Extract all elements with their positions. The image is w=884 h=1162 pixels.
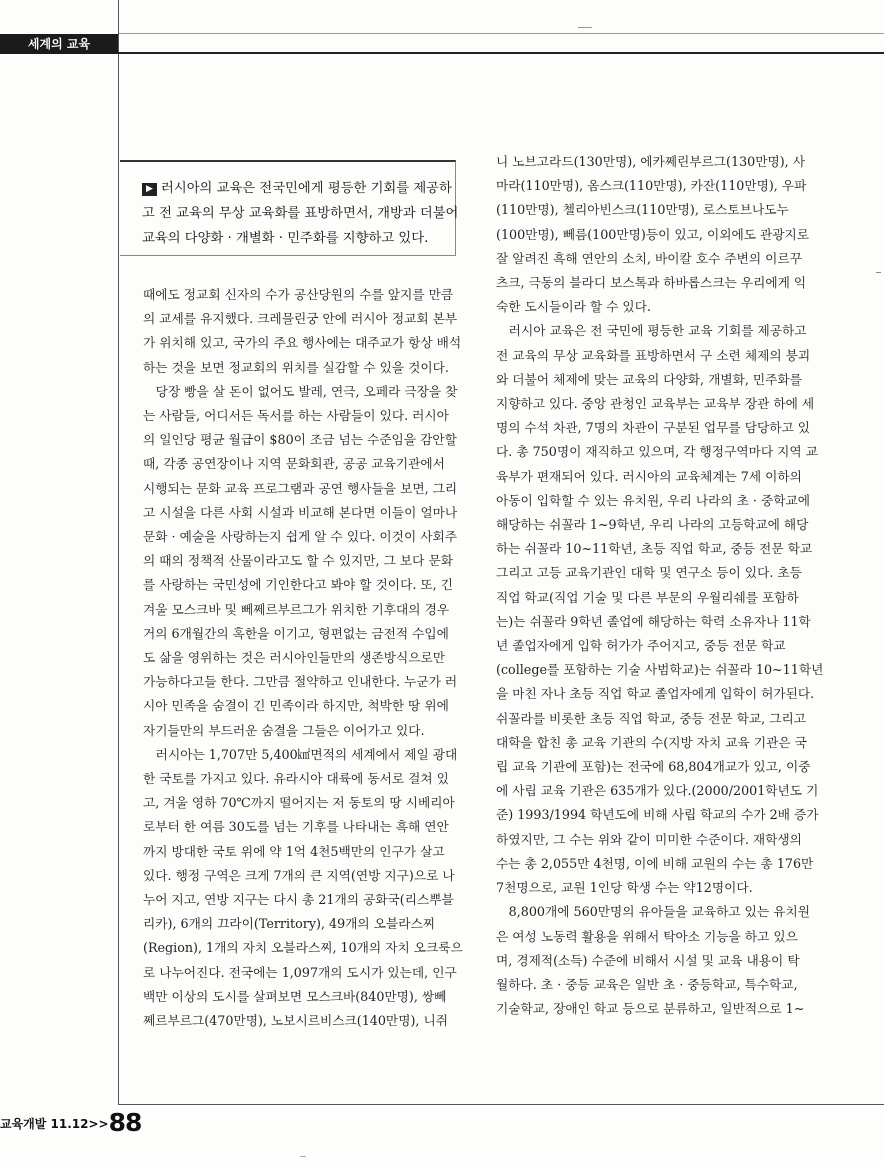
text-line: 러시아는 1,707만 5,400㎢면적의 세계에서 제일 광대 [143,746,458,762]
text-line: 도 삶을 영위하는 것은 러시아인들만의 생존방식으로만 [143,650,446,666]
text-line: 와 더불어 체제에 맞는 교육의 다양화, 개별화, 민주화를 [496,371,802,387]
text-line: 고 시설을 다른 사회 시설과 비교해 본다면 이들이 얼마나 [143,504,458,520]
text-line: 을 마친 자나 초등 직업 학교 졸업자에게 입학이 허가된다. [496,686,815,702]
text-line: 지향하고 있다. 중앙 관청인 교육부는 교육부 장관 하에 세 [496,396,815,412]
text-line: 겨울 모스크바 및 뻬쩨르부르그가 위치한 기후대의 경우 [143,601,450,617]
text-line: 러시아 교육은 전 국민에 평등한 교육 기회를 제공하고 [496,323,807,339]
text-line: 잘 알려진 흑해 연안의 소치, 바이칼 호수 주변의 이르꾸 [496,250,802,266]
text-line: 은 여성 노동력 활용을 위해서 탁아소 기능을 하고 있으 [496,928,798,944]
text-line: 다. 총 750명이 재직하고 있으며, 각 행정구역마다 지역 교 [496,444,818,460]
pull-quote-text [142,176,459,251]
text-line: 아동이 입학할 수 있는 유치원, 우리 나라의 초 · 중학교에 [496,492,810,508]
text-line: 전 교육의 무상 교육화를 표방하면서 구 소련 체제의 붕괴 [496,347,811,363]
text-line: 에 사립 교육 기관은 635개가 있다.(2000/2001학년도 기 [496,783,819,799]
text-line: 의 교세를 유지했다. 크레믈린궁 안에 러시아 정교회 본부 [143,311,458,327]
text-line: 년 졸업자에게 입학 허가가 주어지고, 중등 전문 학교 [496,638,786,654]
text-line: 당장 빵을 살 돈이 없어도 발레, 연극, 오페라 극장을 찾 [143,383,458,399]
bottom-mark [300,1156,306,1157]
text-line: 로부터 한 여름 30도를 넘는 기후를 나타내는 흑해 연안 [143,819,449,835]
margin-vertical-rule [118,0,119,1104]
text-line: 며, 경제적(소득) 수준에 비해서 시설 및 교육 내용이 탁 [496,952,800,968]
right-text-column [496,150,824,1021]
text-line: 기술학교, 장애인 학교 등으로 분류하고, 일반적으로 1~ [496,1001,805,1017]
pull-quote-box [120,160,459,256]
text-line: 를 사랑하는 국민성에 기인한다고 봐야 할 것이다. 또, 긴 [143,577,453,593]
text-line: 한 국토를 가지고 있다. 유라시아 대륙에 동서로 걸쳐 있 [143,771,449,787]
text-line: 육부가 편재되어 있다. 러시아의 교육체계는 7세 이하의 [496,468,802,484]
text-line: 의 일인당 평균 월급이 $80이 조금 넘는 수준임을 감안할 [143,432,457,448]
text-line: 쉬꼴라를 비롯한 초등 직업 학교, 중등 전문 학교, 그리고 [496,710,806,726]
text-line: 때, 각종 공연장이나 지역 문화회관, 공공 교육기관에서 [143,456,445,472]
text-line: 립 교육 기관에 포함)는 전국에 68,804개교가 있고, 이중 [496,759,811,775]
text-line: 자기들만의 부드러운 숨결을 그들은 이어가고 있다. [143,722,425,738]
text-line: 쩨르부르그(470만명), 노보시르비스크(140만명), 니쥐 [143,1013,448,1029]
header-thin-rule [118,33,884,34]
text-line: 7천명으로, 교원 1인당 학생 수는 약12명이다. [496,880,753,896]
text-line: 때에도 정교회 신자의 수가 공산당원의 수를 앞지를 만큼 [143,287,454,302]
folio [0,1108,141,1137]
text-line: 는)는 쉬꼴라 9학년 졸업에 해당하는 학력 소유자나 11학 [496,613,811,629]
text-line: 거의 6개월간의 혹한을 이기고, 형편없는 금전적 수입에 [143,625,449,641]
text-line: 문화 · 예술을 사랑하는지 쉽게 알 수 있다. 이것이 사회주 [143,529,457,545]
text-line: 의 때의 정책적 산물이라고도 할 수 있지만, 그 보다 문화 [143,553,453,569]
text-line: 8,800개에 560만명의 유아들을 교육하고 있는 유치원 [496,904,810,920]
magazine-issue: 교육개발 11.12>> [0,1117,109,1131]
text-line: 월하다. 초 · 중등 교육은 일반 초 · 중등학교, 특수학교, [496,976,798,992]
footer-rule [118,1104,884,1105]
text-line: 마라(110만명), 옴스크(110만명), 카잔(110만명), 우파 [496,178,807,194]
header-rule [118,52,884,54]
left-text-column [143,283,461,1033]
text-line: 고, 겨울 영하 70℃까지 떨어지는 저 동토의 땅 시베리아 [143,795,455,811]
text-line: 해당하는 쉬꼴라 1~9학년, 우리 나라의 고등학교에 해당 [496,517,809,533]
text-line: 있다. 행정 구역은 크게 7개의 큰 지역(연방 지구)으로 나 [143,867,455,883]
text-line: 츠크, 극동의 블라디 보스톡과 하바롭스크는 우리에게 익 [496,275,807,291]
text-line: 까지 방대한 국토 위에 약 1억 4천5백만의 인구가 살고 [143,843,445,859]
text-line: 그리고 고등 교육기관인 대학 및 연구소 등이 있다. 초등 [496,565,802,581]
text-line: 누어 지고, 연방 지구는 다시 총 21개의 공화국(리스뿌블 [143,892,454,908]
pull-quote-line: 고 전 교육의 무상 교육화를 표방하면서, 개방과 더불어 [142,206,459,221]
text-line: 백만 이상의 도시를 살펴보면 모스크바(840만명), 쌍뻬 [143,988,447,1004]
page-number: 88 [108,1108,142,1137]
arrow-right-icon: ▶ [142,183,157,196]
text-line: 하는 것을 보면 정교회의 위치를 실감할 수 있을 것이다. [143,359,449,375]
margin-tick [876,272,881,273]
text-line: 수는 총 2,055만 4천명, 이에 비해 교원의 수는 총 176만 [496,855,814,871]
text-line: 가 위치해 있고, 국가의 주요 행사에는 대주교가 항상 배석 [143,335,462,351]
pull-quote-line: ▶ 러시아의 교육은 전국민에게 평등한 기회를 제공하 [142,176,443,201]
text-line: 가능하다고들 한다. 그만큼 절약하고 인내한다. 누군가 러 [143,674,458,690]
text-line: 시아 민족을 숨결이 긴 민족이라 하지만, 척박한 땅 위에 [143,698,449,714]
text-line: (100만명), 뻬름(100만명)등이 있고, 이외에도 관광지로 [496,226,810,242]
text-line: 로 나누어진다. 전국에는 1,097개의 도시가 있는데, 인구 [143,964,457,980]
text-line: 하였지만, 그 수는 위와 같이 미미한 수준이다. 재학생의 [496,831,802,847]
text-line: 리카), 6개의 끄라이(Territory), 49개의 오블라스찌 [143,916,435,932]
text-line: (110만명), 첼리아빈스크(110만명), 로스토브나도누 [496,202,789,218]
text-line: 명의 수석 차관, 7명의 차관이 구분된 업무를 담당하고 있 [496,420,811,436]
text-line: 는 사람들, 어디서든 독서를 하는 사람들이 있다. 러시아 [143,408,449,424]
text-line: 시행되는 문화 교육 프로그램과 공연 행사들을 보면, 그리 [143,480,458,496]
text-line: (Region), 1개의 자치 오블라스찌, 10개의 자치 오크룩으 [143,940,463,956]
header-mark [578,27,592,28]
text-line: 하는 쉬꼴라 10~11학년, 초등 직업 학교, 중등 전문 학교 [496,541,813,557]
pull-quote-line: 교육의 다양화 · 개별화 · 민주화를 지향하고 있다. [142,231,429,246]
text-line: (college를 포함하는 기술 사범학교)는 쉬꼴라 10~11학년 [496,662,824,678]
text-line: 준) 1993/1994 학년도에 비해 사립 학교의 수가 2배 증가 [496,807,819,823]
section-label: 세계의 교육 [0,34,118,54]
text-line: 니 노브고라드(130만명), 에카쩨린부르그(130만명), 사 [496,154,806,169]
text-line: 숙한 도시들이라 할 수 있다. [496,299,651,315]
text-line: 직업 학교(직업 기술 및 다른 부문의 우월리쉐를 포함하 [496,589,799,605]
text-line: 대학을 합친 총 교육 기관의 수(지방 자치 교육 기관은 국 [496,734,807,750]
